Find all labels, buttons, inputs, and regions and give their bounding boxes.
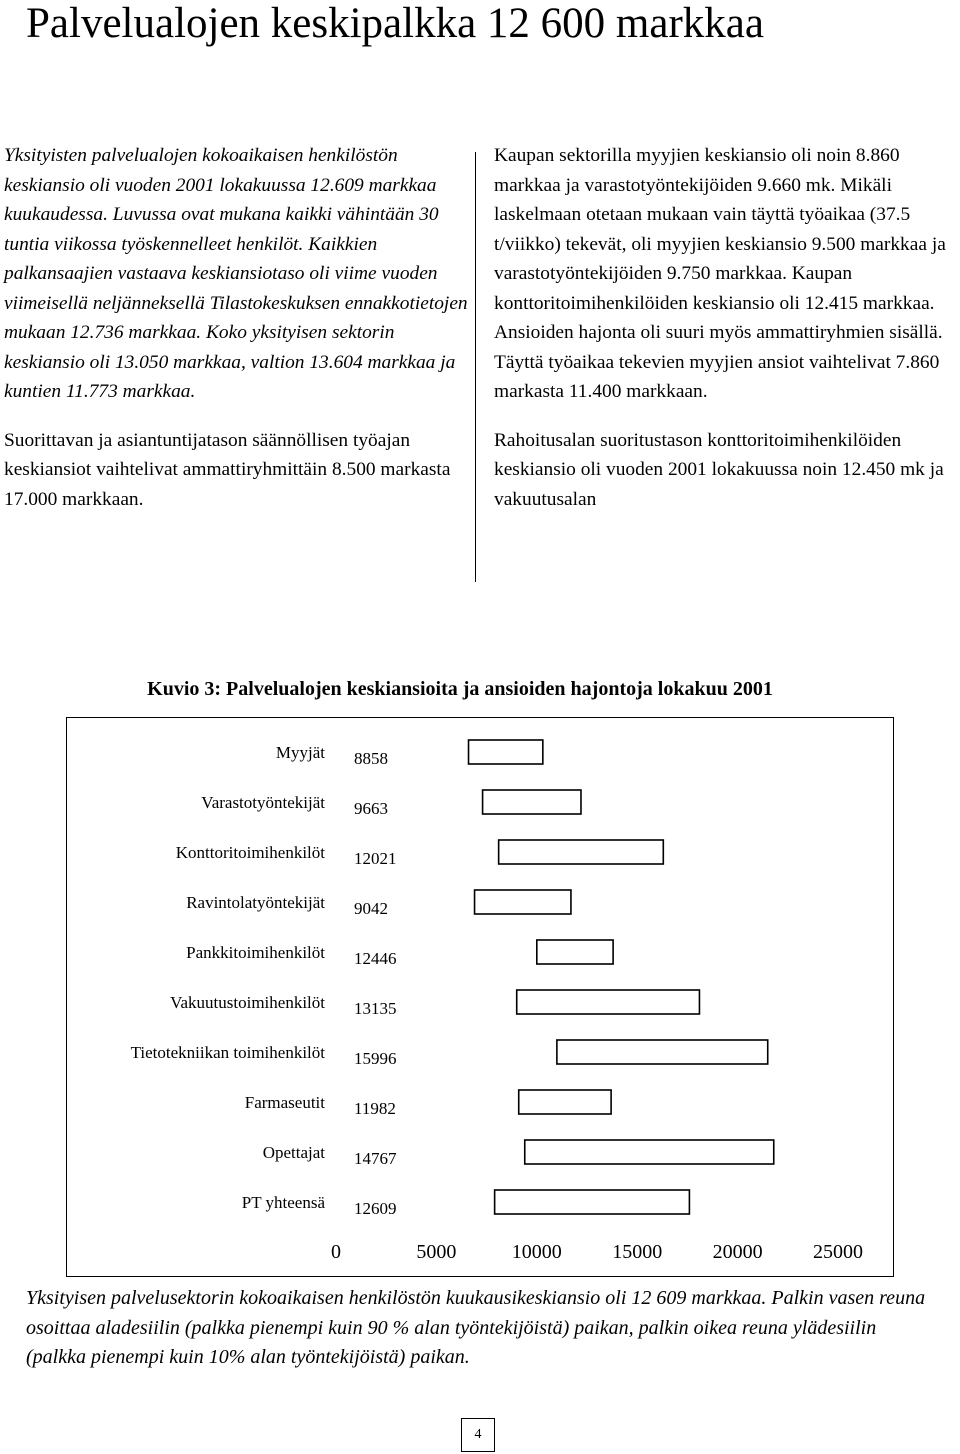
category-label: Konttoritoimihenkilöt [175,843,325,862]
range-bar [475,890,571,914]
category-label: PT yhteensä [241,1193,325,1212]
page-number: 4 [461,1418,495,1452]
x-tick-label: 25000 [813,1241,863,1263]
category-label: Ravintolatyöntekijät [186,893,325,912]
body-paragraph: Suorittavan ja asiantuntijatason säännöllisen työajan keskiansiot vaihtelivat ammattiryhmittäin 8.500 markasta 17.000 markkaan. [4,429,451,510]
x-tick-label: 0 [331,1241,341,1263]
mean-value-label: 12446 [354,949,397,968]
chart-frame [66,717,894,1277]
body-paragraph: Kaupan sektorilla myyjien keskiansio oli noin 8.860 markkaa ja varastotyöntekijöiden 9.660 mk. Mikäli laskelmaan otetaan mukaan vain täyttä työaikaa (37.5 t/viikko) tekevät, oli myyjien keskiansio 9.500 markkaa ja varastotyöntekijöiden 9.750 markkaa. Kaupan konttoritoimihenkilöiden keskiansio oli 12.415 markkaa. Ansioiden hajonta oli suuri myös ammattiryhmien sisällä. Täyttä työaikaa tekevien myyjien ansiot vaihtelivat 7.860 markasta 11.400 markkaan. [494,145,946,402]
mean-value-label: 14767 [354,1149,397,1168]
mean-value-label: 15996 [354,1049,397,1068]
figure-caption: Yksityisen palvelusektorin kokoaikaisen henkilöstön kuukausikeskiansio oli 12 609 markkaa. Palkin vasen reuna osoittaa aladesiilin (palkka pienempi kuin 90 % alan työntekijöistä) paikan, palkin oikea reuna ylädesiilin (palkka pienempi kuin 10% alan työntekijöistä) paikan. [26,1287,926,1368]
mean-value-label: 13135 [354,999,397,1018]
range-bar [499,840,664,864]
mean-value-label: 12021 [354,849,397,868]
category-label: Vakuutustoimihenkilöt [170,993,325,1012]
range-bar [517,990,700,1014]
page-title: Palvelualojen keskipalkka 12 600 markkaa [26,0,764,47]
mean-value-label: 9663 [354,799,388,818]
range-bar [557,1040,768,1064]
category-label: Pankkitoimihenkilöt [186,943,325,962]
article-right-column [494,141,952,514]
mean-value-label: 8858 [354,749,388,768]
mean-value-label: 12609 [354,1199,397,1218]
range-bar [525,1140,774,1164]
article-left-column [4,141,468,514]
x-tick-label: 5000 [416,1241,457,1263]
mean-value-label: 9042 [354,899,388,918]
range-bar [469,740,543,764]
x-tick-label: 10000 [511,1241,562,1263]
intro-paragraph: Yksityisten palvelualojen kokoaikaisen henkilöstön keskiansio oli vuoden 2001 lokakuussa 12.609 markkaa kuukaudessa. Luvussa ovat mukana kaikki vähintään 30 tuntia viikossa työskennelleet henkilöt. Kaikkien palkansaajien vastaava keskiansiotaso oli viime vuoden viimeisellä neljänneksellä Tilastokeskuksen ennakkotietojen mukaan 12.736 markkaa. Koko yksityisen sektorin keskiansio oli 13.050 markkaa, valtion 13.604 markkaa ja kuntien 11.773 markkaa. [4,145,468,402]
x-tick-label: 15000 [612,1241,663,1263]
category-label: Opettajat [262,1143,325,1162]
figure-title: Kuvio 3: Palvelualojen keskiansioita ja ansioiden hajontoja lokakuu 2001 [147,678,773,700]
range-bar [537,940,613,964]
range-bar [483,790,581,814]
category-label: Tietotekniikan toimihenkilöt [130,1043,325,1062]
range-bar [495,1190,690,1214]
body-paragraph: Rahoitusalan suoritustason konttoritoimihenkilöiden keskiansio oli vuoden 2001 lokakuussa noin 12.450 mk ja vakuutusalan [494,429,944,510]
column-divider [475,152,476,582]
category-label: Varastotyöntekijät [201,793,325,812]
category-label: Farmaseutit [244,1093,325,1112]
range-bar [519,1090,611,1114]
range-bar-chart [67,718,895,1278]
mean-value-label: 11982 [354,1099,396,1118]
x-tick-label: 20000 [712,1241,763,1263]
category-label: Myyjät [275,743,325,762]
